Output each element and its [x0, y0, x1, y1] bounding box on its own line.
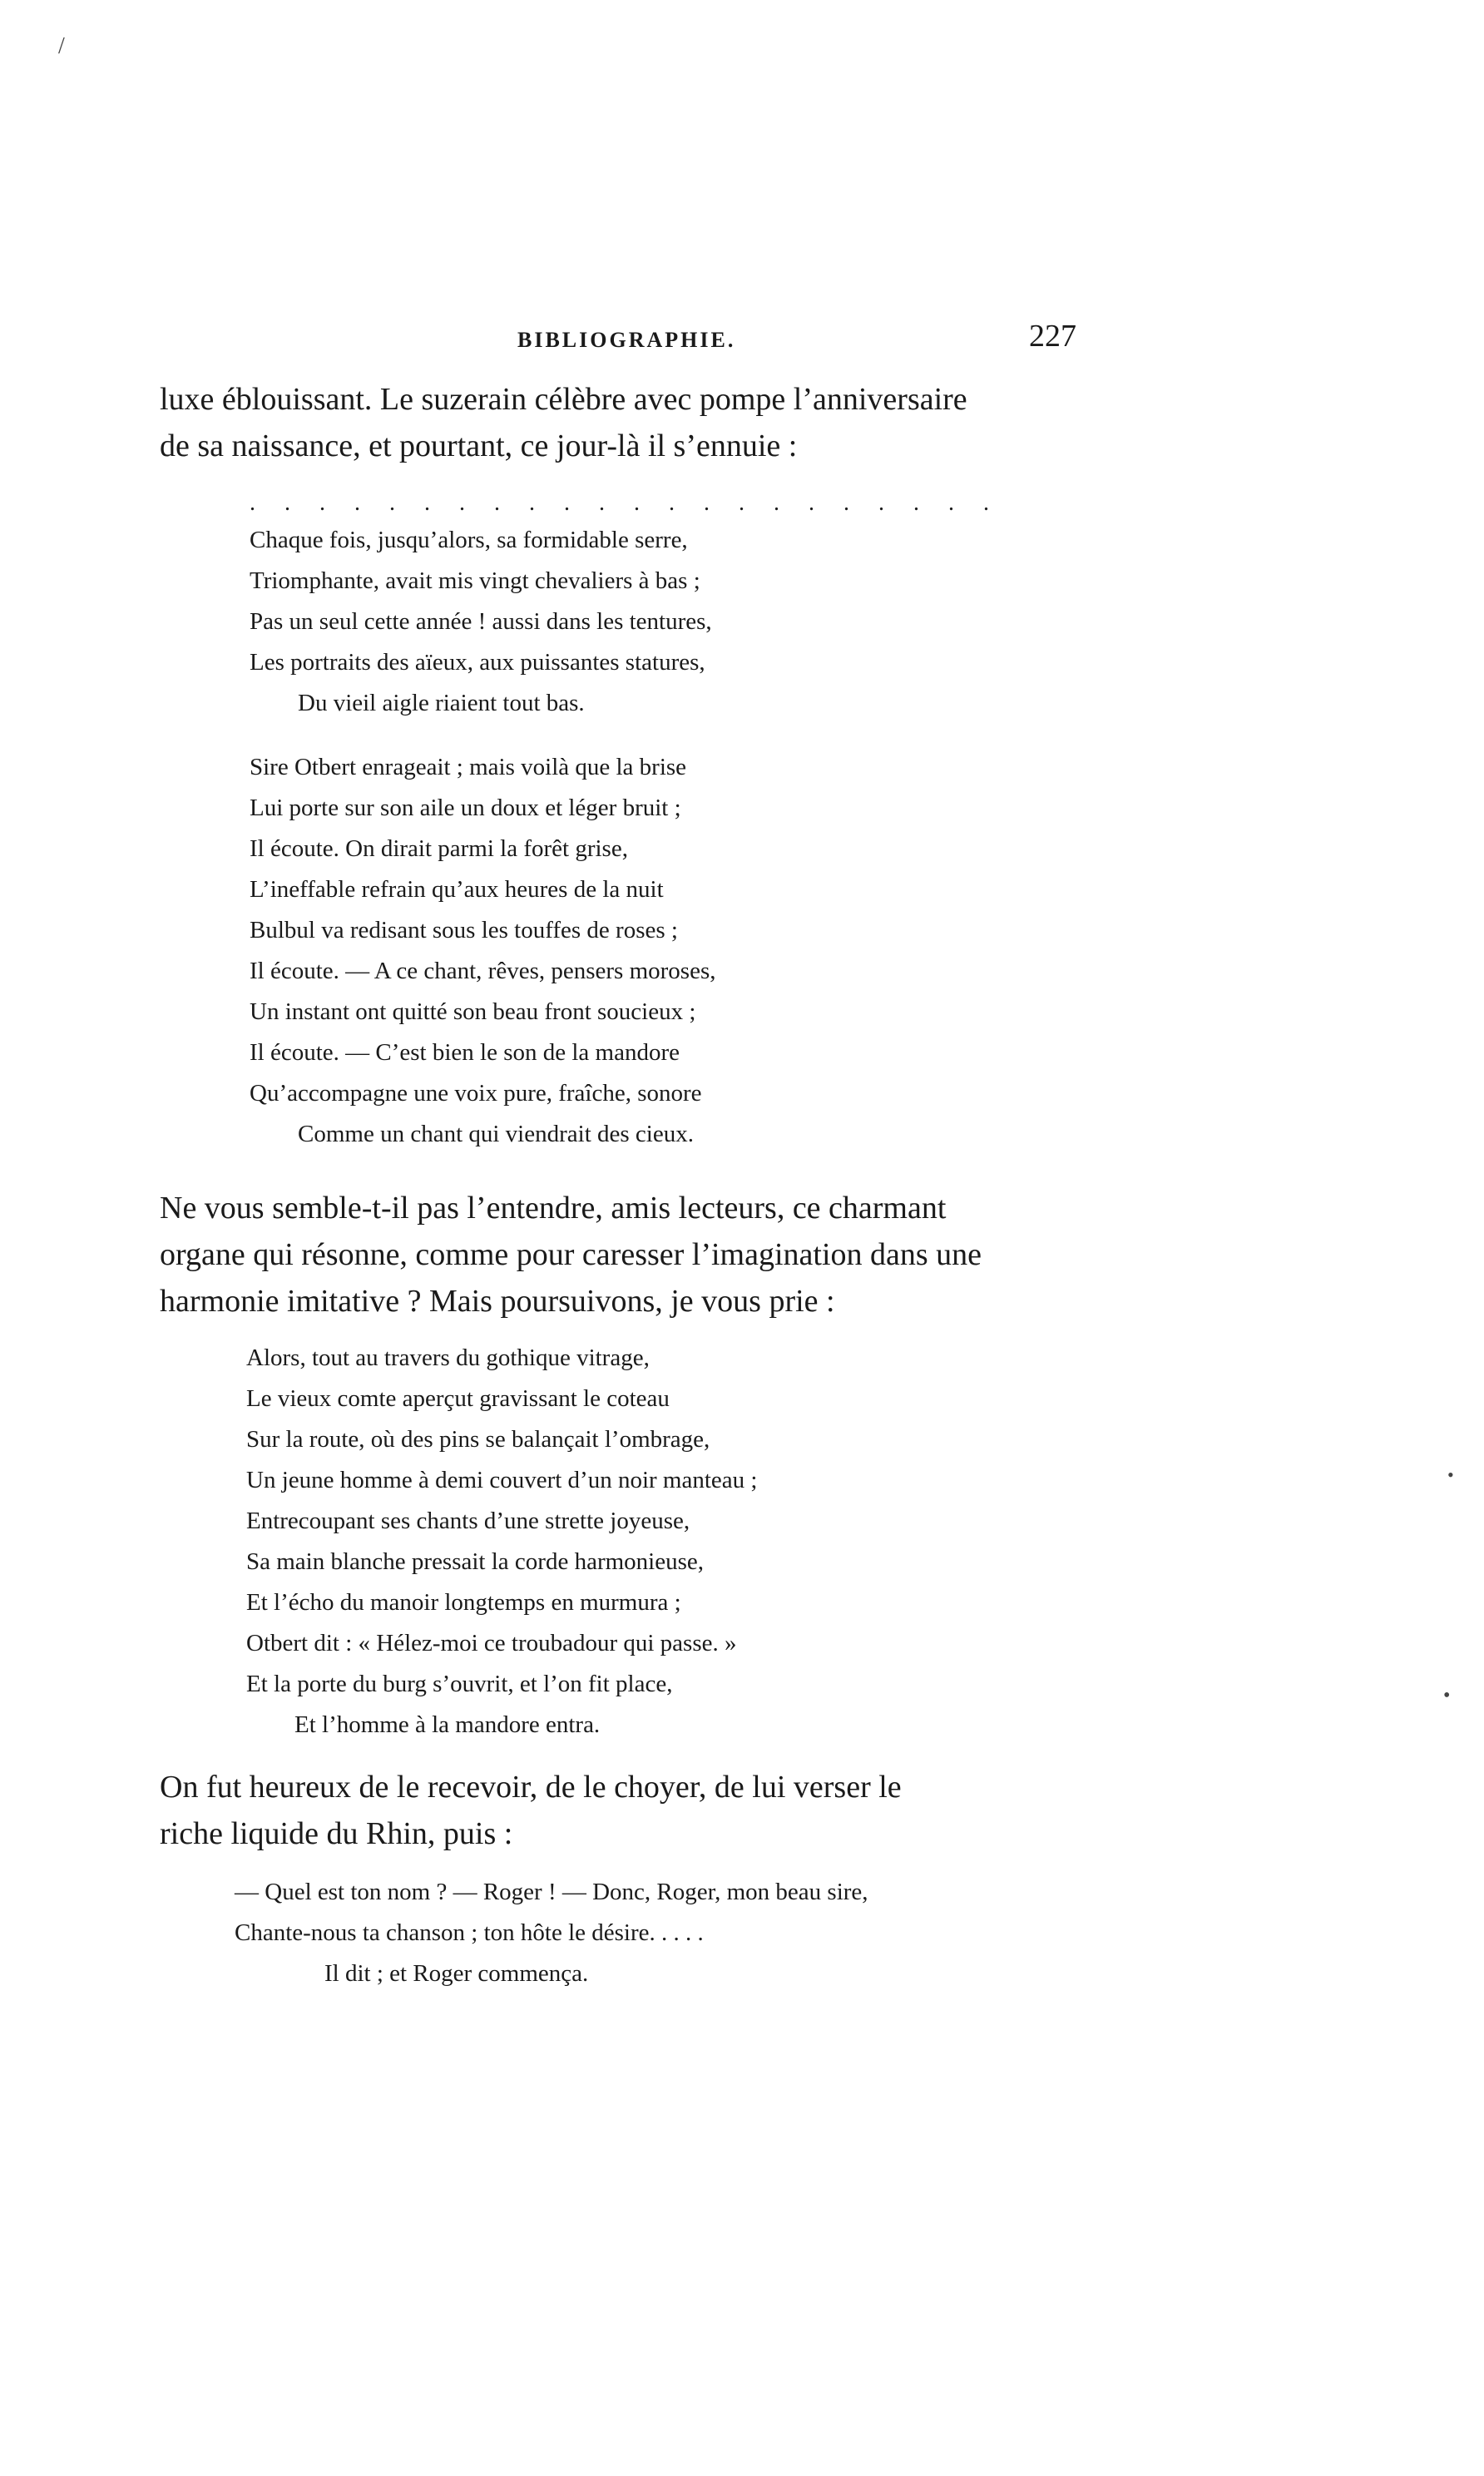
- text-line: Ne vous semble-t-il pas l’entendre, amis lecteurs, ce charmant: [160, 1191, 947, 1226]
- verse-stanza-3: [246, 1338, 995, 1746]
- verse-line: Il dit ; et Roger commença.: [324, 1960, 589, 1987]
- verse-line: Sur la route, où des pins se balançait l’ombrage,: [246, 1426, 710, 1453]
- paragraph-1: [160, 376, 1075, 469]
- verse-line: Alors, tout au travers du gothique vitrage,: [246, 1344, 650, 1371]
- verse-line: Un instant ont quitté son beau front soucieux ;: [250, 998, 696, 1025]
- verse-line: Otbert dit : « Hélez-moi ce troubadour qui passe. »: [246, 1630, 737, 1656]
- verse-line: Chaque fois, jusqu’alors, sa formidable serre,: [250, 527, 688, 553]
- verse-line: Et l’homme à la mandore entra.: [294, 1711, 601, 1738]
- verse-line: — Quel est ton nom ? — Roger ! — Donc, Roger, mon beau sire,: [235, 1879, 868, 1905]
- verse-line: Comme un chant qui viendrait des cieux.: [298, 1121, 694, 1147]
- verse-line: L’ineffable refrain qu’aux heures de la nuit: [250, 876, 664, 903]
- text-line: harmonie imitative ? Mais poursuivons, je vous prie :: [160, 1284, 835, 1319]
- verse-line: Chante-nous ta chanson ; ton hôte le désire. . . . .: [235, 1919, 704, 1946]
- stray-mark: /: [58, 33, 65, 59]
- page-number: 227: [1029, 319, 1076, 354]
- text-line: organe qui résonne, comme pour caresser l’imagination dans une: [160, 1237, 982, 1272]
- verse-line: Un jeune homme à demi couvert d’un noir manteau ;: [246, 1467, 758, 1493]
- verse-line: Lui porte sur son aile un doux et léger bruit ;: [250, 795, 681, 821]
- text-line: On fut heureux de le recevoir, de le choyer, de lui verser le: [160, 1770, 902, 1805]
- verse-line: Qu’accompagne une voix pure, fraîche, sonore: [250, 1080, 702, 1107]
- verse-line: Il écoute. — A ce chant, rêves, pensers moroses,: [250, 958, 716, 984]
- page-header: [160, 318, 1075, 368]
- stray-mark: •: [1443, 1685, 1451, 1706]
- verse-line: Et la porte du burg s’ouvrit, et l’on fit place,: [246, 1671, 673, 1697]
- verse-line: Et l’écho du manoir longtemps en murmura ;: [246, 1589, 681, 1616]
- paragraph-2: [160, 1185, 1075, 1325]
- verse-line: Sa main blanche pressait la corde harmonieuse,: [246, 1548, 704, 1575]
- verse-line: Entrecoupant ses chants d’une strette joyeuse,: [246, 1508, 690, 1534]
- ellipsis-row: [250, 483, 1001, 523]
- paragraph-3: [160, 1764, 1075, 1857]
- stray-mark: •: [1447, 1464, 1454, 1485]
- verse-stanza-4: [235, 1872, 983, 1994]
- verse-stanza-1: [250, 520, 998, 1155]
- text-line: de sa naissance, et pourtant, ce jour-là il s’ennuie :: [160, 428, 798, 463]
- verse-line: Pas un seul cette année ! aussi dans les tentures,: [250, 608, 712, 635]
- text-line: luxe éblouissant. Le suzerain célèbre avec pompe l’anniversaire: [160, 382, 967, 417]
- verse-line: Les portraits des aïeux, aux puissantes statures,: [250, 649, 705, 676]
- running-title: BIBLIOGRAPHIE.: [517, 328, 736, 352]
- verse-line: Il écoute. — C’est bien le son de la mandore: [250, 1039, 680, 1066]
- verse-line: Le vieux comte aperçut gravissant le coteau: [246, 1385, 670, 1412]
- text-line: riche liquide du Rhin, puis :: [160, 1816, 513, 1851]
- ellipsis-line: . . . . . . . . . . . . . . . . . . . . . .: [250, 490, 1001, 516]
- verse-line: Il écoute. On dirait parmi la forêt grise,: [250, 835, 628, 862]
- verse-line: Sire Otbert enrageait ; mais voilà que la brise: [250, 754, 687, 780]
- verse-line: Bulbul va redisant sous les touffes de roses ;: [250, 917, 678, 943]
- verse-line: Du vieil aigle riaient tout bas.: [298, 690, 585, 716]
- verse-line: Triomphante, avait mis vingt chevaliers à bas ;: [250, 567, 700, 594]
